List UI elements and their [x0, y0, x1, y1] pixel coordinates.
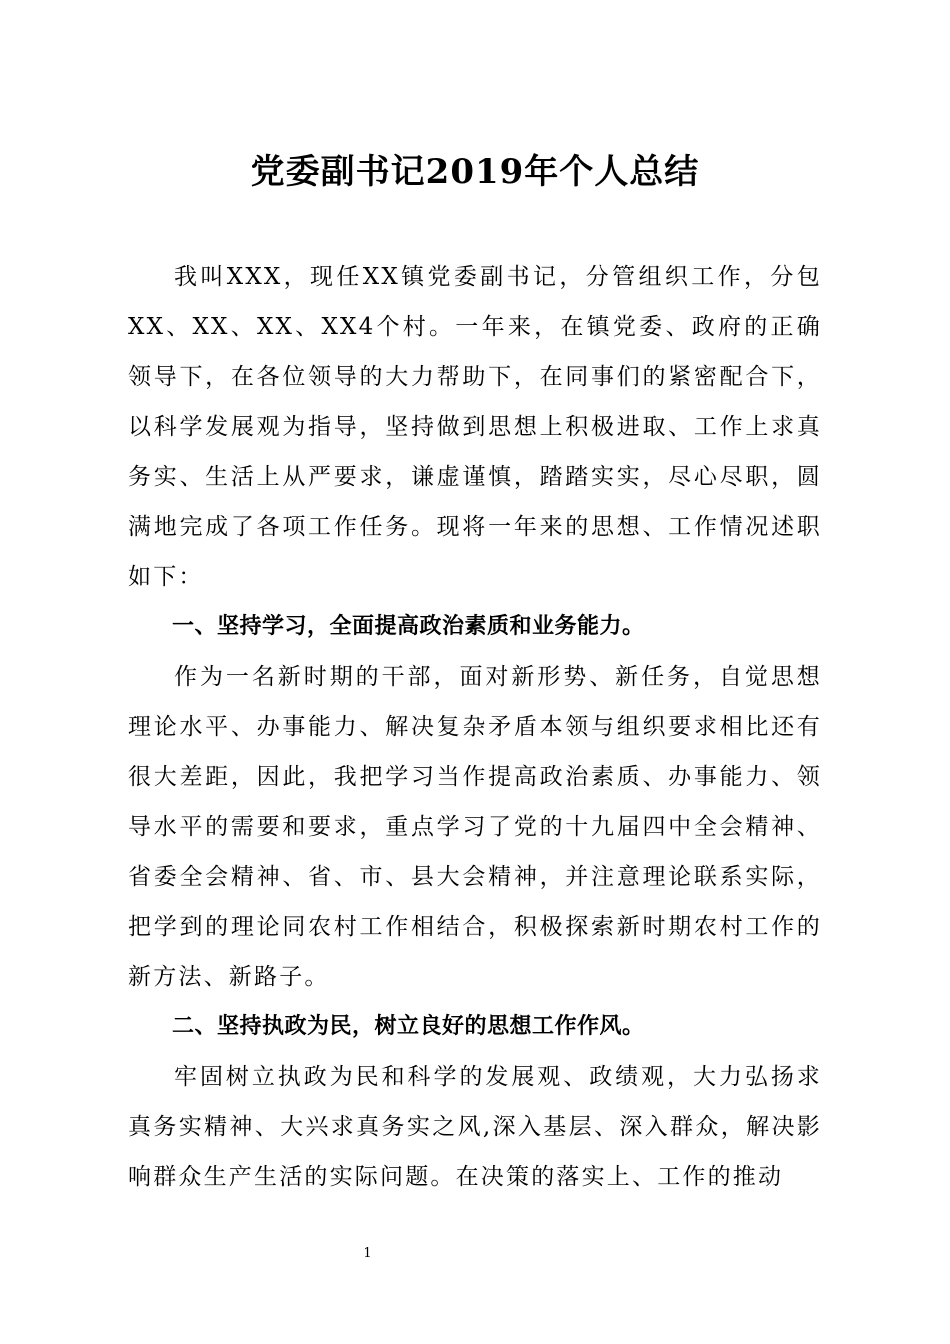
page-number: 1: [363, 1246, 372, 1261]
section-2-paragraph: 牢固树立执政为民和科学的发展观、政绩观，大力弘扬求真务实精神、大兴求真务实之风,深入基层、深入群众，解决影响群众生产生活的实际问题。在决策的落实上、工作的推动: [128, 1064, 822, 1190]
section-1-paragraph: 作为一名新时期的干部，面对新形势、新任务，自觉思想理论水平、办事能力、解决复杂矛盾本领与组织要求相比还有很大差距，因此，我把学习当作提高政治素质、办事能力、领导水平的需要和要求，重点学习了党的十九届四中全会精神、省委全会精神、省、市、县大会精神，并注意理论联系实际，把学到的理论同农村工作相结合，积极探索新时期农村工作的新方法、新路子。: [128, 664, 822, 990]
document-title: 党委副书记2019年个人总结: [250, 152, 700, 192]
intro-paragraph: 我叫XXX，现任XX镇党委副书记，分管组织工作，分包XX、XX、XX、XX4个村。一年来，在镇党委、政府的正确领导下，在各位领导的大力帮助下，在同事们的紧密配合下，以科学发展观为指导，坚持做到思想上积极进取、工作上求真务实、生活上从严要求，谦虚谨慎，踏踏实实，尽心尽职，圆满地完成了各项工作任务。现将一年来的思想、工作情况述职如下：: [128, 264, 822, 590]
section-heading-1: 一、坚持学习，全面提高政治素质和业务能力。: [172, 614, 645, 639]
document-body: [128, 252, 822, 1202]
section-heading-2: 二、坚持执政为民，树立良好的思想工作作风。: [172, 1014, 645, 1039]
